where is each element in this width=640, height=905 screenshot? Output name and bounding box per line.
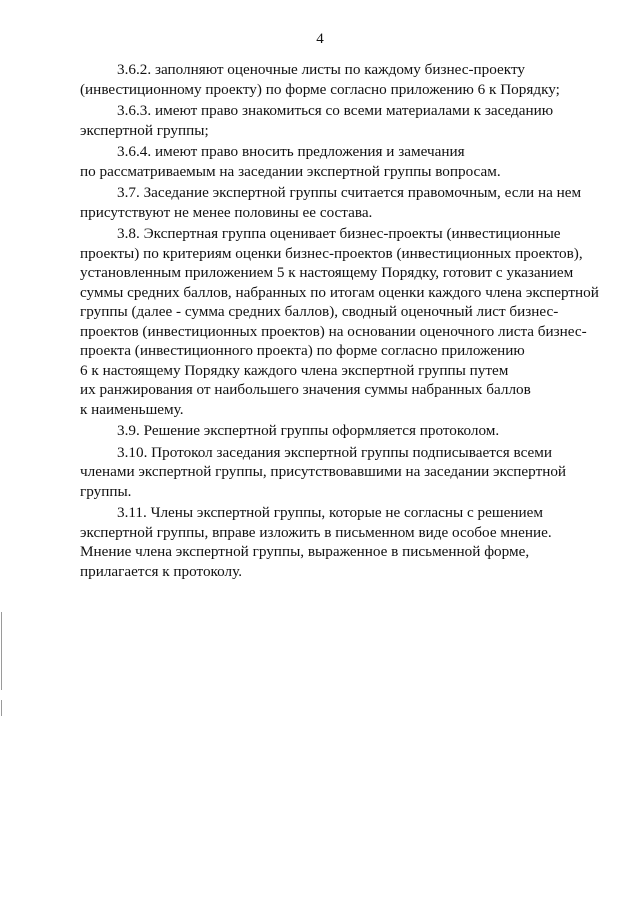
paragraph-3-6-4: 3.6.4. имеют право вносить предложения и замечания по рассматриваемым на заседании экспертной группы вопросам.: [80, 143, 501, 180]
document-body: [80, 60, 602, 583]
paragraph-3-11: 3.11. Члены экспертной группы, которые не согласны с решением экспертной группы, вправе изложить в письменном виде особое мнение. Мнение члена экспертной группы, выраженное в письменной форме, прилагается к протоколу.: [80, 504, 552, 580]
scan-edge-mark: [1, 700, 2, 716]
paragraph-3-9: 3.9. Решение экспертной группы оформляется протоколом.: [117, 422, 500, 439]
page-number: 4: [316, 31, 324, 47]
paragraph-3-8: 3.8. Экспертная группа оценивает бизнес-проекты (инвестиционные проекты) по критериям оценки бизнес-проектов (инвестиционных проектов), установленным приложением 5 к настоящему Порядку, готовит с указанием суммы средних баллов, набранных по итогам оценки каждого члена экспертной группы (далее - сумма средних баллов), сводный оценочный лист бизнес- проектов (инвестиционных проектов) на основании оценочного листа бизнес- проекта (инвестиционного проекта) по форме согласно приложению 6 к настоящему Порядку каждого члена экспертной группы путем их ранжирования от наибольшего значения суммы набранных баллов к наименьшему.: [80, 225, 599, 418]
paragraph-3-6-2: 3.6.2. заполняют оценочные листы по каждому бизнес-проекту (инвестиционному проекту) по форме согласно приложению 6 к Порядку;: [80, 61, 560, 98]
scan-edge-mark: [1, 612, 2, 690]
paragraph-3-7: 3.7. Заседание экспертной группы считается правомочным, если на нем присутствуют не менее половины ее состава.: [80, 184, 582, 221]
paragraph-3-6-3: 3.6.3. имеют право знакомиться со всеми материалами к заседанию экспертной группы;: [80, 102, 554, 139]
paragraph-3-10: 3.10. Протокол заседания экспертной группы подписывается всеми членами экспертной группы, присутствовавшими на заседании экспертной группы.: [80, 443, 567, 500]
